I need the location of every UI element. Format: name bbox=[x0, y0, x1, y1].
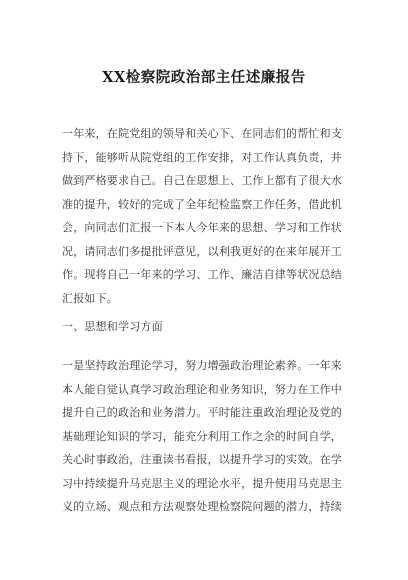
paragraph-line: 习中持续提升马克思主义的理论水平，提升使用马克思主 bbox=[62, 476, 342, 490]
paragraph-line: 义的立场、观点和方法观察处理检察院问题的潜力，持续 bbox=[62, 500, 342, 513]
paragraph-line: 况，请同志们多提批评意见，以利我更好的在来年展开工 bbox=[62, 244, 342, 258]
section-heading: 一、思想和学习方面 bbox=[62, 320, 163, 333]
paragraph-line: 持下，能够听从院党组的工作安排，对工作认真负责，并 bbox=[62, 150, 342, 164]
paragraph-line: 提升自己的政治和业务潜力。平时能注重政治理论及党的 bbox=[62, 406, 342, 419]
paragraph-line: 一年来，在院党组的领导和关心下、在同志们的帮忙和支 bbox=[62, 127, 342, 140]
paragraph-line: 准的提升，较好的完成了全年纪检监察工作任务，借此机 bbox=[62, 197, 342, 211]
paragraph-line: 关心时事政治，注重读书看报，以提升学习的实效。在学 bbox=[62, 453, 342, 466]
paragraph-line: 一是坚持政治理论学习，努力增强政治理论素养。一年来 bbox=[62, 359, 342, 372]
paragraph-study bbox=[62, 354, 348, 519]
paragraph-intro bbox=[62, 122, 348, 310]
paragraph-line: 本人能自觉认真学习政治理论和业务知识，努力在工作中 bbox=[62, 382, 342, 396]
paragraph-line: 作。现将自己一年来的学习、工作、廉洁自律等状况总结 bbox=[62, 268, 342, 281]
paragraph-line: 汇报如下。 bbox=[62, 291, 118, 305]
paragraph-line: 会，向同志们汇报一下本人今年来的思想、学习和工作状 bbox=[62, 221, 342, 234]
document-title: XX检察院政治部主任述廉报告 bbox=[102, 69, 306, 86]
paragraph-line: 做到严格要求自己。自己在思想上、工作上都有了很大水 bbox=[62, 174, 342, 187]
paragraph-line: 基础理论知识的学习，能充分利用工作之余的时间自学， bbox=[62, 429, 342, 443]
